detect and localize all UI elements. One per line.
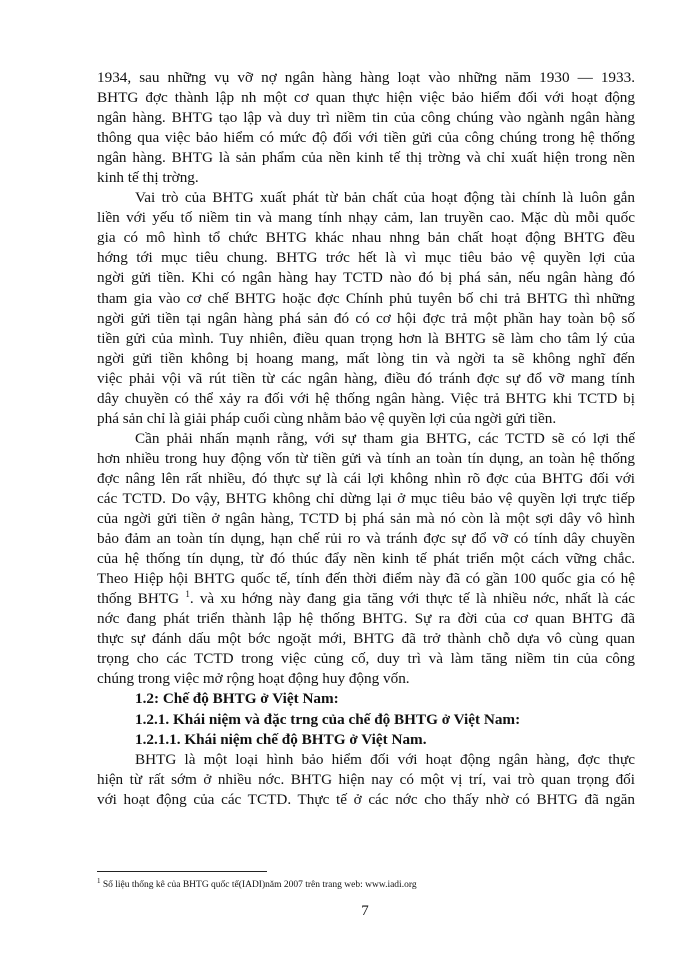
subsubsection-heading: 1.2.1.1. Khái niệm chế độ BHTG ở Việt Nam.: [135, 730, 427, 748]
text-segment: thống BHTG: [97, 590, 186, 608]
subsection-heading: 1.2.1. Khái niệm và đặc trng của chế độ BHTG ở Việt Nam:: [135, 710, 521, 728]
footnote-mark: 1: [97, 876, 101, 885]
text-line: thực sự đánh dấu một bớc ngoặt mới, BHTG đã trở thành chỗ dựa vô cùng quan: [97, 630, 635, 648]
footnote-separator: [97, 871, 267, 872]
text-line: kinh tế thị trờng.: [97, 169, 199, 187]
text-line: hiện từ rất sớm ở nhiều nớc. BHTG hiện nay có một vị trí, vai trò quan trọng đối: [97, 770, 635, 788]
text-line: việc phải vội vã rút tiền từ các ngân hàng, điều đó tránh đợc sự đổ vỡ mang tính: [97, 369, 635, 387]
footnote-reference: 1: [185, 589, 190, 600]
text-line: thông qua việc bảo hiểm có mức độ đối với tiền gửi của công chúng trong hệ thống: [97, 129, 635, 147]
text-line: Vai trò của BHTG xuất phát từ bản chất của hoạt động tài chính là luôn gắn: [135, 189, 635, 207]
text-line: ngân hàng. BHTG tạo lập và duy trì niềm tin của công chúng vào ngành ngân hàng: [97, 109, 635, 127]
text-line-with-footnote: [97, 589, 635, 609]
footnote: [97, 876, 637, 891]
text-line: tiền gửi của mình. Tuy nhiên, điều quan trọng hơn là BHTG sẽ làm cho tâm lý của: [97, 329, 635, 347]
text-line: hơn nhiều trong huy động vốn từ tiền gửi và tính an toàn tín dụng, an toàn hệ thống: [97, 449, 635, 467]
text-line: nớc đang phát triển thành lập hệ thống BHTG. Sự ra đời của cơ quan BHTG đã: [97, 610, 635, 628]
text-line: dây chuyền có thể xảy ra đối với hệ thống ngân hàng. Việc trả BHTG khi TCTD bị: [97, 389, 635, 407]
text-line: ngời gửi tiền tại ngân hàng phá sản đó có cơ hội đợc trả một phần hay toàn bộ số: [97, 309, 635, 327]
footnote-text: Số liệu thống kê của BHTG quốc tế(IADI)năm 2007 trên trang web: www.iadi.org: [100, 880, 417, 890]
text-line: ngời gửi tiền. Khi có ngân hàng hay TCTD nào đó bị phá sản, nếu ngân hàng đó: [97, 269, 635, 287]
section-heading: 1.2: Chế độ BHTG ở Việt Nam:: [135, 690, 339, 708]
text-line: ngời gửi tiền không bị hoang mang, mất lòng tin và ngời ta sẽ không nghĩ đến: [97, 349, 635, 367]
text-line: 1934, sau những vụ vỡ nợ ngân hàng hàng loạt vào những năm 1930 — 1933.: [97, 69, 635, 86]
text-line: các TCTD. Do vậy, BHTG không chỉ dừng lại ở mục tiêu bảo vệ quyền lợi trực tiếp: [97, 489, 635, 507]
text-line: gia có mô hình tổ chức BHTG khác nhau nhng bản chất hoạt động BHTG đều: [97, 229, 635, 247]
text-line: Theo Hiệp hội BHTG quốc tế, tính đến thời điểm này đã có gần 100 quốc gia có hệ: [97, 570, 635, 588]
text-line: chúng trong việc mở rộng hoạt động huy động vốn.: [97, 670, 410, 688]
text-segment: . và xu hớng này đang gia tăng với thực tế là nhiều nớc, nhất là các: [189, 590, 635, 608]
body-text: [97, 68, 635, 810]
text-line: hớng tới mục tiêu chung. BHTG trớc hết là vì mục tiêu bảo vệ quyền lợi của: [97, 249, 635, 267]
text-line: Cần phải nhấn mạnh rằng, với sự tham gia BHTG, các TCTD sẽ có lợi thế: [135, 429, 635, 447]
text-line: BHTG đợc thành lập nh một cơ quan thực hiện việc bảo hiểm đối với hoạt động: [97, 89, 635, 107]
text-line: của ngời gửi tiền ở ngân hàng, TCTD bị phá sản mà nó còn là một sợi dây vô hình: [97, 510, 635, 528]
page-number: 7: [361, 903, 369, 919]
text-line: liền với yếu tố niềm tin và mang tính nhạy cảm, lan truyền cao. Mặc dù mỗi quốc: [97, 209, 635, 227]
text-line: trọng cho các TCTD trong việc củng cố, duy trì và làm tăng niềm tin của công: [97, 650, 635, 668]
text-line: với hoạt động của các TCTD. Thực tế ở các nớc cho thấy nhờ có BHTG đã ngăn: [97, 790, 635, 808]
text-line: đợc nâng lên rất nhiều, đó thực sự là cái lợi không nhìn rõ đợc của BHTG đối với: [97, 469, 635, 487]
text-line: ngân hàng. BHTG là sản phẩm của nền kinh tế thị trờng và chỉ xuất hiện trong nền: [97, 149, 635, 167]
text-line: bảo đảm an toàn tín dụng, hạn chế rủi ro và tránh đợc sự đổ vỡ có tính dây chuyền: [97, 530, 635, 548]
text-line: tham gia vào cơ chế BHTG hoặc đợc Chính phủ tuyên bố chi trả BHTG thì những: [97, 289, 635, 307]
text-line: phá sản chỉ là giải pháp cuối cùng nhằm bảo vệ quyền lợi của ngời gửi tiền.: [97, 409, 557, 427]
text-line: BHTG là một loại hình bảo hiểm đối với hoạt động ngân hàng, đợc thực: [135, 750, 635, 768]
text-line: của hệ thống tín dụng, từ đó thúc đẩy nền kinh tế phát triển một cách vững chắc.: [97, 550, 635, 568]
